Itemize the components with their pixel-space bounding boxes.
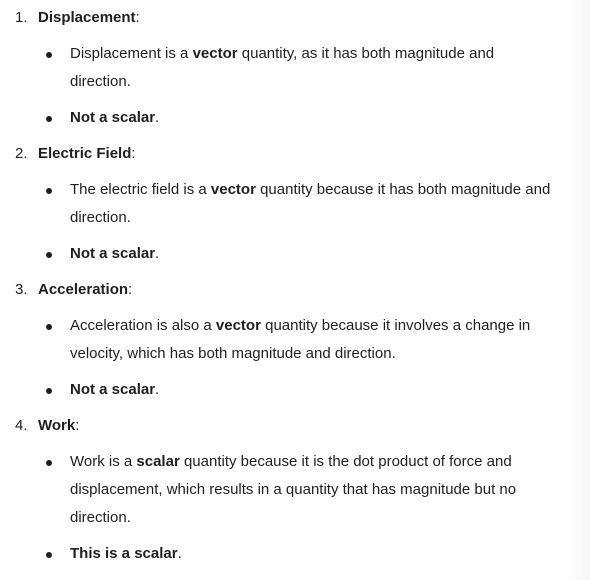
item-number: 2. (15, 145, 28, 162)
bullet-conclusion (70, 381, 159, 399)
item-title-colon: : (135, 9, 140, 26)
item-title-text: Electric Field (38, 145, 132, 162)
bullet-text (70, 317, 530, 335)
bullet-dot (46, 388, 52, 394)
conclusion-bold-text: Not a scalar (70, 381, 156, 398)
item-title-text: Acceleration (38, 281, 129, 298)
bullet-text-segment: quantity, as it has both magnitude and (237, 45, 495, 62)
bullet-text-segment: quantity because it is the dot product of force and (179, 453, 512, 470)
bullet-conclusion (70, 109, 159, 127)
bullet-dot (46, 552, 52, 558)
item-title-colon: : (75, 417, 80, 434)
right-edge-fade (564, 0, 590, 580)
bullet-conclusion (70, 545, 182, 563)
conclusion-period: . (177, 545, 182, 562)
bullet-text-continuation: velocity, which has both magnitude and direction. (70, 345, 396, 362)
item-title-text: Work (38, 417, 76, 434)
conclusion-bold-text: This is a scalar (70, 545, 178, 562)
item-title-electric-field (38, 145, 136, 163)
bullet-text-continuation: displacement, which results in a quantity that has magnitude but no (70, 481, 517, 498)
conclusion-period: . (155, 245, 160, 262)
bullet-text-segment: quantity because it involves a change in (260, 317, 531, 334)
bullet-text (70, 181, 550, 199)
bullet-bold-keyword: vector (192, 45, 238, 62)
item-title-colon: : (128, 281, 133, 298)
bullet-text-continuation: direction. (70, 209, 131, 226)
bullet-dot (46, 52, 52, 58)
bullet-text-continuation: direction. (70, 73, 131, 90)
item-number: 3. (15, 281, 28, 298)
conclusion-period: . (155, 109, 160, 126)
bullet-dot (46, 252, 52, 258)
bullet-text (70, 45, 494, 63)
bullet-dot (46, 188, 52, 194)
bullet-text-segment: quantity because it has both magnitude and (255, 181, 551, 198)
bullet-dot (46, 324, 52, 330)
bullet-conclusion (70, 245, 159, 263)
bullet-bold-keyword: vector (210, 181, 256, 198)
bullet-text-continuation: direction. (70, 509, 131, 526)
bullet-text (70, 453, 512, 471)
bullet-text-segment: Acceleration is also a (70, 317, 216, 334)
item-number: 1. (15, 9, 28, 26)
conclusion-bold-text: Not a scalar (70, 109, 156, 126)
conclusion-bold-text: Not a scalar (70, 245, 156, 262)
bullet-text-segment: Displacement is a (70, 45, 193, 62)
item-title-text: Displacement (38, 9, 136, 26)
bullet-bold-keyword: vector (215, 317, 261, 334)
bullet-text-segment: The electric field is a (70, 181, 211, 198)
bullet-dot (46, 460, 52, 466)
item-title-acceleration (38, 281, 132, 299)
item-title-displacement (38, 9, 140, 27)
bullet-text-segment: Work is a (70, 453, 137, 470)
conclusion-period: . (155, 381, 160, 398)
bullet-dot (46, 116, 52, 122)
item-number: 4. (15, 417, 28, 434)
item-title-work (38, 417, 79, 435)
bullet-bold-keyword: scalar (136, 453, 180, 470)
item-title-colon: : (131, 145, 136, 162)
